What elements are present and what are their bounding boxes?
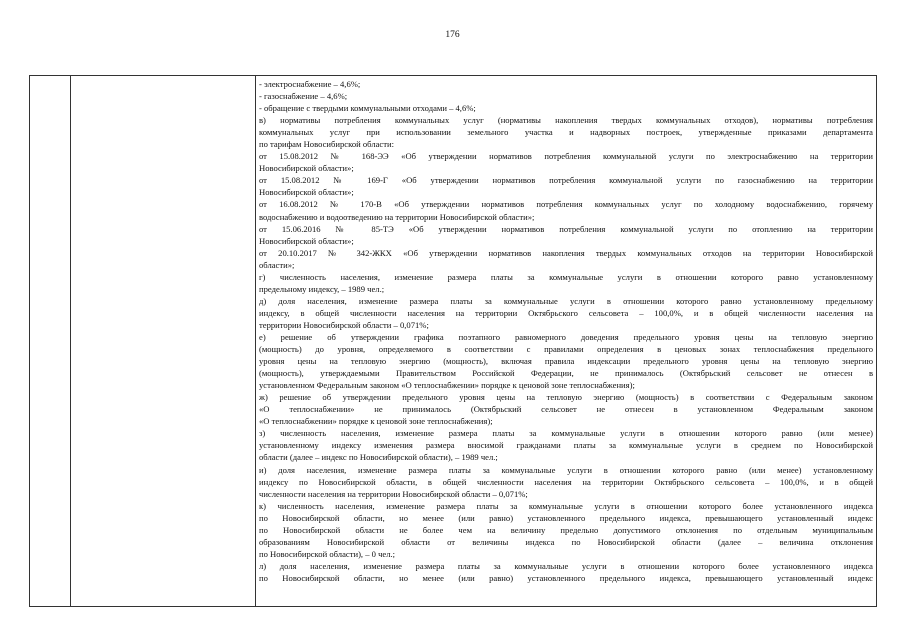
text-line: к) численность населения, изменение размера платы за коммунальные услуги в отношении которого более установленного индекса (259, 500, 873, 511)
text-line: Новосибирской области»; (259, 163, 354, 174)
text-line: от 16.08.2012 № 170-В «Об утверждении нормативов потребления коммунальных услуг по холодному водоснабжению, горячему (259, 199, 873, 210)
text-line: Новосибирской области»; (259, 187, 354, 198)
page-number: 176 (445, 30, 460, 40)
text-line: д) доля населения, изменение размера платы за коммунальные услуги в отношении которого равно установленному предельному (259, 295, 873, 306)
text-line: от 20.10.2017 № 342-ЖКХ «Об утверждении нормативов накопления твердых коммунальных отходов на территории Новосибирской (259, 247, 873, 258)
document-table (29, 75, 877, 607)
text-line: по Новосибирской области), – 0 чел.; (259, 548, 396, 559)
text-line: индексу по Новосибирской области, в общей численности населения на территории Октябрьского сельсовета – 100,0%, и в общей (259, 476, 873, 487)
text-line: области (далее – индекс по Новосибирской области), – 1989 чел.; (259, 452, 498, 463)
text-line: л) доля населения, изменение размера платы за коммунальные услуги в отношении которого более установленного индекса (259, 560, 873, 571)
text-line: Новосибирской области»; (259, 235, 354, 246)
text-line: (мощность) до уровня, определяемого в соответствии с правилами определения в ценовых зонах теплоснабжения предельного (259, 344, 873, 355)
text-line: коммунальных услуг при использовании земельного участка и надворных построек, утвержденные приказами департамента (259, 127, 873, 138)
text-line: территории Новосибирской области – 0,071%; (259, 319, 429, 330)
text-line: по Новосибирской области не более чем на величину предельно допустимого отклонения по отдельным муниципальным (259, 524, 873, 535)
text-line: от 15.06.2016 № 85-ТЭ «Об утверждении нормативов потребления коммунальной услуги по отоплению на территории (259, 223, 873, 234)
text-line: (мощность), утверждаемыми Правительством Российской Федерации, не принималось (Октябрьский сельсовет не отнесен в (259, 368, 873, 379)
text-line: индексу, в общей численности населения на территории Октябрьского сельсовета – 100,0%, и в общей численности населения на (259, 307, 873, 318)
text-line: ж) решение об утверждении предельного уровня цены на тепловую энергию (мощность) в соответствии с Федеральным законом (259, 392, 873, 403)
text-line: «О теплоснабжении» не принималось (Октябрьский сельсовет не отнесен в установленном Федеральным законом (259, 404, 873, 415)
text-line: и) доля населения, изменение размера платы за коммунальные услуги в отношении которого равно (или менее) установленному (259, 464, 873, 475)
text-line: по Новосибирской области, но менее (или равно) установленного предельного индекса, превышающего установленный индекс (259, 512, 873, 523)
text-line: водоснабжению и водоотведению на территории Новосибирской области»; (259, 211, 535, 222)
text-line: - газоснабжение – 4,6%; (259, 91, 348, 102)
text-line: в) нормативы потребления коммунальных услуг (нормативы накопления твердых коммунальных отходов), нормативы потребления (259, 115, 873, 126)
text-line: по Новосибирской области, но менее (или равно) установленного предельного индекса, превышающего установленный индекс (259, 572, 873, 583)
text-line: предельному индексу, – 1989 чел.; (259, 283, 385, 294)
text-line: по тарифам Новосибирской области: (259, 139, 394, 150)
text-line: уровня цены на тепловую энергию (мощность), включая правила индексации предельного уровня цены на тепловую энергию (259, 356, 873, 367)
text-line: «О теплоснабжении» порядке к ценовой зоне теплоснабжения); (259, 416, 493, 427)
text-line: области»; (259, 259, 295, 270)
text-line: численности населения на территории Новосибирской области – 0,071%; (259, 488, 528, 499)
text-line: установленном Федеральным законом «О теплоснабжении» порядке к ценовой зоне теплоснабжения); (259, 380, 635, 391)
table-cell-content (256, 76, 876, 606)
text-line: - электроснабжение – 4,6%; (259, 79, 361, 89)
text-line: - обращение с твердыми коммунальными отходами – 4,6%; (259, 103, 476, 114)
text-line: от 15.08.2012 № 168-ЭЭ «Об утверждении нормативов потребления коммунальной услуги по электроснабжению на территории (259, 151, 873, 162)
text-line: установленному индексу изменения размера вносимой гражданами платы за коммунальные услуги в среднем по Новосибирской (259, 440, 873, 451)
text-line: г) численность населения, изменение размера платы за коммунальные услуги в отношении которого равно установленному (259, 271, 873, 282)
text-line: от 15.08.2012 № 169-Г «Об утверждении нормативов потребления коммунальной услуги по газоснабжению на территории (259, 175, 873, 186)
table-cell-number (30, 76, 71, 606)
text-line: образованиям Новосибирской области от величины индекса по Новосибирской области (далее – величина отклонения (259, 536, 873, 547)
text-line: з) численность населения, изменение размера платы за коммунальные услуги в отношении которого равно (или менее) (259, 428, 873, 439)
table-cell-name (71, 76, 256, 606)
text-line: е) решение об утверждении графика поэтапного равномерного доведения предельного уровня цены на тепловую энергию (259, 331, 873, 342)
